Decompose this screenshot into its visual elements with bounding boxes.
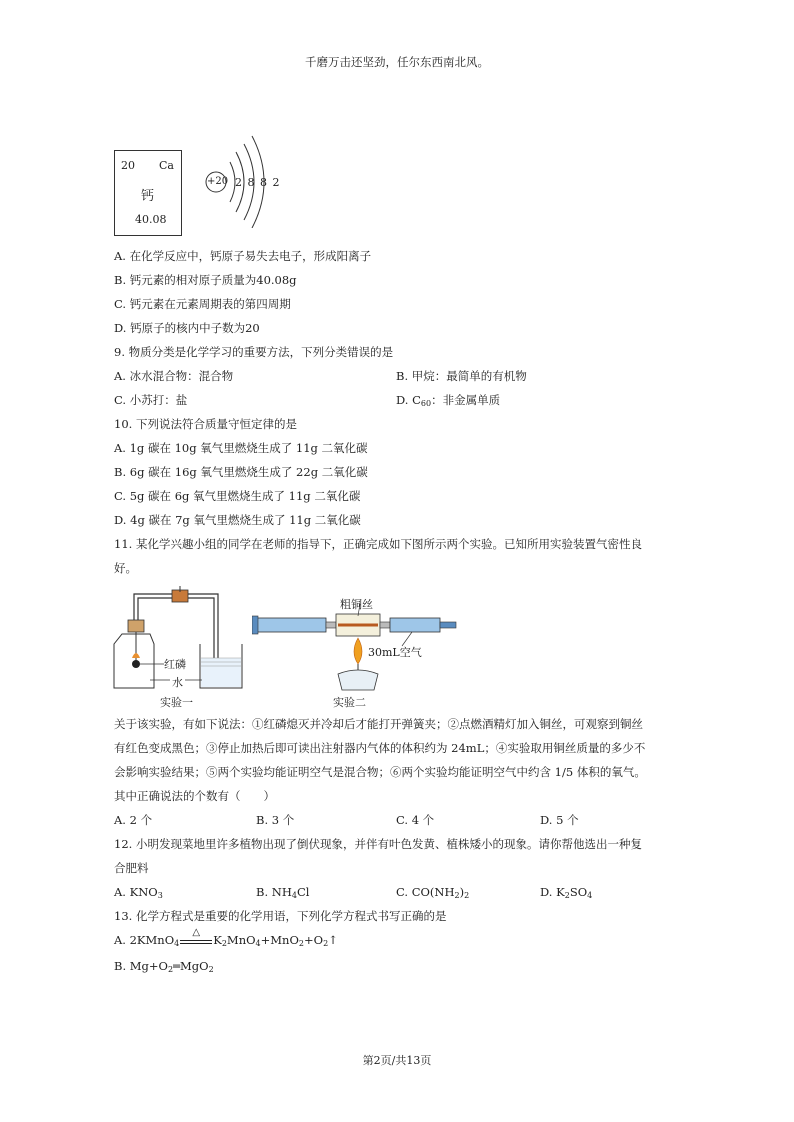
label-30ml-air: 30mL空气 bbox=[368, 646, 422, 659]
q11-text-line2: 有红色变成黑色；③停止加热后即可读出注射器内气体的体积约为 24mL；④实验取用铜丝质量的多少不 bbox=[114, 741, 646, 755]
q13-stem: 13. 化学方程式是重要的化学用语，下列化学方程式书写正确的是 bbox=[114, 909, 447, 923]
q11-stem-line1: 11. 某化学兴趣小组的同学在老师的指导下，正确完成如下图所示两个实验。已知所用实验装置气密性良 bbox=[114, 537, 642, 551]
label-water: 水 bbox=[172, 676, 183, 689]
q8-option-b: B. 钙元素的相对原子质量为40.08g bbox=[114, 273, 297, 287]
label-experiment-two: 实验二 bbox=[333, 696, 366, 709]
q9-option-c: C. 小苏打：盐 bbox=[114, 393, 188, 407]
q11-option-c: C. 4 个 bbox=[396, 813, 435, 827]
q12-option-b: B. $NH_4Cl$ bbox=[256, 885, 310, 900]
q9-option-d: D. $C_{60}$：非金属单质 bbox=[396, 393, 501, 408]
q13-option-b: B. $Mg+O_2═MgO_2$ bbox=[114, 959, 214, 974]
q9-option-b: B. 甲烷：最简单的有机物 bbox=[396, 369, 527, 383]
q10-option-d: D. 4g 碳在 7g 氧气里燃烧生成了 11g 二氧化碳 bbox=[114, 513, 361, 527]
element-card bbox=[114, 150, 182, 236]
q11-option-a: A. 2 个 bbox=[114, 813, 153, 827]
q10-option-a: A. 1g 碳在 10g 氧气里燃烧生成了 11g 二氧化碳 bbox=[114, 441, 368, 455]
element-name: 钙 bbox=[141, 189, 155, 204]
q8-option-d: D. 钙原子的核内中子数为20 bbox=[114, 321, 260, 335]
q11-text-line3: 会影响实验结果；⑤两个实验均能证明空气是混合物；⑥两个实验均能证明空气中约含 1/5 体积的氧气。 bbox=[114, 765, 646, 779]
atomic-number: 20 bbox=[121, 159, 135, 172]
q10-stem: 10. 下列说法符合质量守恒定律的是 bbox=[114, 417, 297, 431]
atomic-mass: 40.08 bbox=[135, 213, 167, 226]
q12-stem-line1: 12. 小明发现菜地里许多植物出现了倒伏现象，并伴有叶色发黄、植株矮小的现象。请你帮他选出一种复 bbox=[114, 837, 642, 851]
q11-text-line4: 其中正确说法的个数有（ ） bbox=[114, 789, 275, 803]
label-copper-wire: 粗铜丝 bbox=[340, 598, 373, 611]
nucleus-charge: +20 bbox=[207, 176, 229, 187]
q12-option-c: C. $CO(NH_2)_2$ bbox=[396, 885, 470, 900]
q10-option-b: B. 6g 碳在 16g 氧气里燃烧生成了 22g 二氧化碳 bbox=[114, 465, 368, 479]
q9-stem: 9. 物质分类是化学学习的重要方法，下列分类错误的是 bbox=[114, 345, 394, 359]
q12-option-d: D. $K_2SO_4$ bbox=[540, 885, 593, 900]
electron-shells: 2 8 8 2 bbox=[235, 176, 281, 189]
q12-stem-line2: 合肥料 bbox=[114, 861, 149, 875]
q11-option-b: B. 3 个 bbox=[256, 813, 295, 827]
q8-option-a: A. 在化学反应中，钙原子易失去电子，形成阳离子 bbox=[114, 249, 372, 263]
q11-text-line1: 关于该实验，有如下说法：①红磷熄灭并冷却后才能打开弹簧夹；②点燃酒精灯加入铜丝，可观察到铜丝 bbox=[114, 717, 643, 731]
q9-option-a: A. 冰水混合物：混合物 bbox=[114, 369, 234, 383]
page-footer: 第2页/共13页 bbox=[362, 1054, 432, 1067]
label-red-phosphorus: 红磷 bbox=[164, 658, 186, 671]
q11-stem-line2: 好。 bbox=[114, 561, 137, 575]
heating-condition-sign: △ bbox=[180, 934, 212, 944]
q11-option-d: D. 5 个 bbox=[540, 813, 579, 827]
q13-option-a: A. 2KMnO$_4$ △ $K_2MnO_4+MnO_2+O_2↑$ bbox=[114, 927, 338, 948]
q8-option-c: C. 钙元素在元素周期表的第四周期 bbox=[114, 297, 291, 311]
label-experiment-one: 实验一 bbox=[160, 696, 193, 709]
q12-option-a: A. $KNO_3$ bbox=[114, 885, 163, 900]
element-symbol: Ca bbox=[159, 159, 174, 172]
q10-option-c: C. 5g 碳在 6g 氧气里燃烧生成了 11g 二氧化碳 bbox=[114, 489, 361, 503]
page-header: 千磨万击还坚劲，任尔东西南北风。 bbox=[305, 55, 489, 69]
